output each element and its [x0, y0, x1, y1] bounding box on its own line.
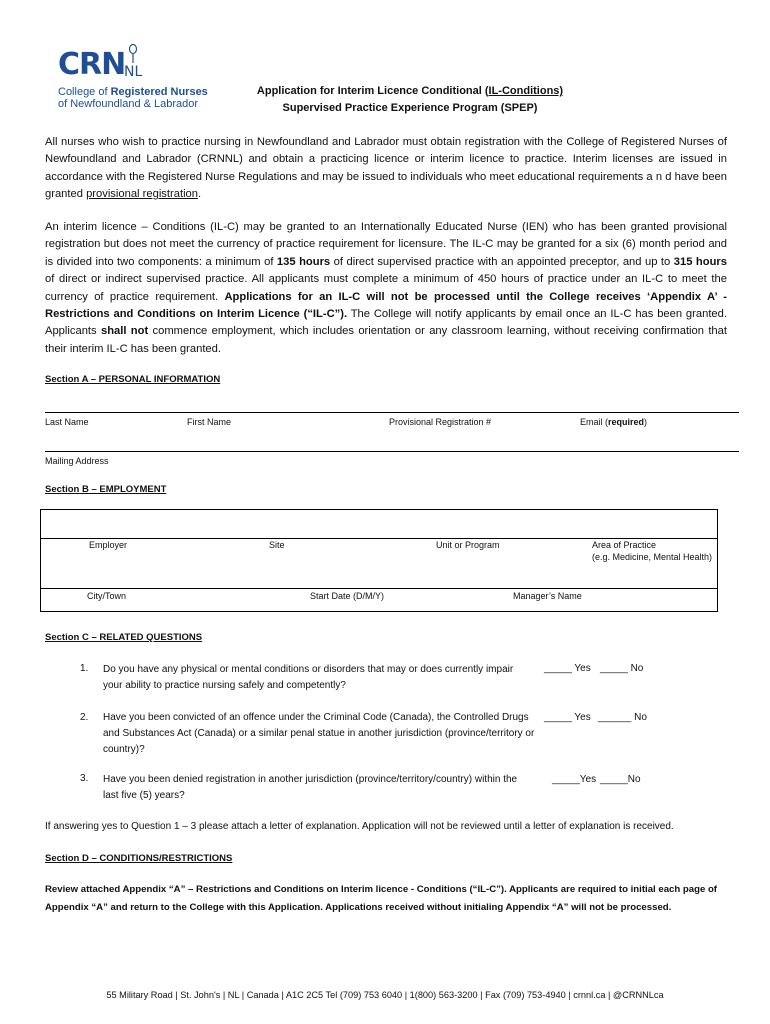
employer-label: Employer — [89, 540, 128, 550]
provisional-registration-label: Provisional Registration # — [389, 417, 492, 427]
question-number: 2. — [80, 712, 89, 723]
question-text: Do you have any physical or mental conditions or disorders that may or does currently impair your ability to practice nursing safely and competently? — [103, 664, 514, 691]
intro-paragraph-2: An interim licence – Conditions (IL-C) may be granted to an Internationally Educated Nurse (IEN) who has been granted provisional registration but does not meet the currency of practice requirement for licensure. The IL-C may be granted for a six (6) month period and is divided into two components: a minimum of 135 hours of direct supervised practice with an appointed preceptor, and up to 315 hours of direct or indirect supervised practice. All applicants must complete a minimum of 450 hours of practice under an IL-C to meet the currency of practice requirement. Applications for an IL-C will not be processed until the College receives ‘Appendix A’ - Restrictions and Conditions on Interim Licence (“IL-C”). The College will notify applicants by email once an IL-C has been granted. Applicants shall not commence employment, which includes orientation or any classroom learning, without receiving confirmation that their interim IL-C has been granted. — [45, 221, 728, 355]
footer-contact: 55 Military Road | St. John's | NL | Canada | A1C 2C5 Tel (709) 753 6040 | 1(800) 563-3200 | Fax (709) 753-4940 | crnnl.ca | @CRNNLca — [106, 990, 664, 1000]
question-number: 1. — [80, 663, 89, 674]
area-of-practice-example: (e.g. Medicine, Mental Health) — [592, 552, 713, 562]
start-date-label: Start Date (D/M/Y) — [310, 591, 385, 601]
section-d-heading: Section D – CONDITIONS/RESTRICTIONS — [45, 853, 233, 864]
question-text: Have you been convicted of an offence under the Criminal Code (Canada), the Controlled Drugs and Substances Act (Canada) or a similar penal statue in another jurisdiction (province/territory or country)? — [103, 712, 535, 755]
intro-paragraph-1: All nurses who wish to practice nursing in Newfoundland and Labrador must obtain registration with the College of Registered Nurses of Newfoundland and Labrador (CRNNL) and obtain a practicing licence or interim licence to practice. Interim licenses are issued in accordance with the Registered Nurse Regulations and may be issued to individuals who meet educational requirements a n d have been granted provisional registration. — [45, 136, 727, 201]
email-label: Email (required) — [580, 417, 648, 427]
personal-info-line — [45, 412, 739, 413]
section-b-heading: Section B – EMPLOYMENT — [45, 484, 167, 495]
employment-row-line-2 — [40, 588, 718, 589]
unit-label: Unit or Program — [436, 540, 500, 550]
page-title: Application for Interim Licence Conditional (IL-Conditions) — [256, 85, 564, 97]
area-of-practice-label: Area of Practice — [592, 540, 657, 550]
city-label: City/Town — [87, 591, 127, 601]
employment-row-line-1 — [40, 538, 718, 539]
last-name-label: Last Name — [45, 417, 89, 427]
page-subtitle: Supervised Practice Experience Program (SPEP) — [282, 102, 538, 114]
question-number: 3. — [80, 773, 89, 784]
logo-acronym: CRN — [58, 47, 126, 82]
section-c-heading: Section C – RELATED QUESTIONS — [45, 632, 203, 643]
question-3-yes[interactable]: _____Yes — [552, 774, 597, 785]
first-name-label: First Name — [187, 417, 232, 427]
question-1-yes[interactable]: _____ Yes — [544, 663, 591, 674]
question-2-no[interactable]: ______ No — [598, 712, 647, 723]
question-3-no[interactable]: _____No — [600, 774, 641, 785]
question-1-no[interactable]: _____ No — [600, 663, 644, 674]
section-a-heading: Section A – PERSONAL INFORMATION — [45, 374, 221, 385]
logo-line-2: of Newfoundland & Labrador — [58, 98, 199, 110]
logo-suffix: NL — [124, 64, 143, 80]
manager-name-label: Manager’s Name — [513, 591, 582, 601]
mailing-address-line — [45, 451, 739, 452]
appendix-instructions: Review attached Appendix “A” – Restrictions and Conditions on Interim licence - Conditions (“IL-C”). Applicants are required to initial each page of Appendix “A” and return to the College with this Application. Applications received without initialing Appendix “A” will not be processed. — [45, 884, 718, 913]
mailing-address-label: Mailing Address — [45, 456, 109, 466]
question-2-yes[interactable]: _____ Yes — [544, 712, 591, 723]
tree-logo-icon — [128, 44, 138, 64]
question-text: Have you been denied registration in another jurisdiction (province/territory/country) within the last five (5) years? — [103, 774, 518, 801]
logo-line-1: College of Registered Nurses — [58, 86, 208, 98]
explanation-note: If answering yes to Question 1 – 3 please attach a letter of explanation. Application will not be reviewed until a letter of explanation is received. — [45, 821, 674, 832]
site-label: Site — [269, 540, 285, 550]
